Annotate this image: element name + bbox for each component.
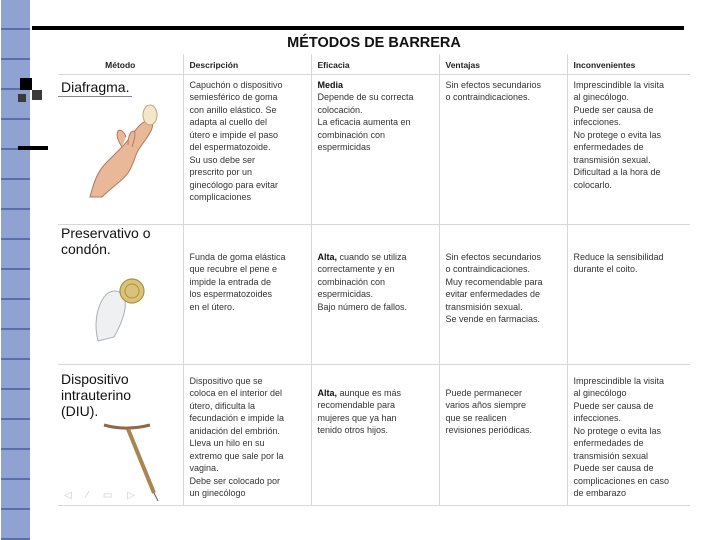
decorative-square — [32, 90, 42, 100]
header-ventajas: Ventajas — [439, 54, 567, 74]
eficacia-cell — [311, 224, 439, 364]
table-row — [58, 74, 690, 224]
header-metodo: Método — [58, 54, 183, 74]
descripcion-cell — [183, 224, 311, 364]
method-cell — [58, 364, 183, 506]
descripcion-cell: Dispositivo que se coloca en el interior del útero, dificulta la fecundación e impide la anidación del embrión. Lleva un hilo en su extremo que sale por la vagina. Debe ser colocado por un ginecólogo — [183, 364, 311, 506]
ventajas-text: Sin efectos secundarios o contraindicaciones. Muy recomendable para evitar enfermedades de transmisión sexual. Se vende en farmacias. — [445, 251, 543, 324]
ventajas-cell — [439, 224, 567, 364]
eficacia-level: Alta, — [317, 251, 338, 262]
decorative-dash — [18, 146, 48, 150]
method-name: Dispositivo intrauterino (DIU). — [61, 370, 132, 419]
table-header-row — [58, 54, 690, 74]
ventajas-cell: Sin efectos secundarios o contraindicaciones. — [439, 74, 567, 224]
table-row — [58, 364, 690, 506]
header-eficacia: Eficacia — [311, 54, 439, 74]
table-row — [58, 224, 690, 364]
eficacia-cell — [311, 74, 439, 224]
eficacia-level: Alta, — [317, 387, 338, 398]
slide-nav-icons: ◁ ⁄ ▭ ▷ — [64, 490, 141, 501]
eficacia-text: Depende de su correcta colocación. La eficacia aumenta en combinación con espermicidas — [317, 92, 414, 152]
inconvenientes-cell: Imprescindible la visita al ginecólogo. Puede ser causa de infecciones. No protege o evita las enfermedades de transmisión sexual. Dificultad a la hora de colocarlo. — [567, 74, 690, 224]
eficacia-text: cuando se utiliza correctamente y en combinación con espermicidas. Bajo número de fallos. — [317, 251, 408, 312]
decorative-square — [18, 94, 26, 102]
ventajas-cell: Puede permanecer varios años siempre que se realicen revisiones periódicas. — [439, 364, 567, 506]
inconvenientes-cell — [567, 224, 690, 364]
descripcion-cell: Capuchón o dispositivo semiesférico de goma con anillo elástico. Se adapta al cuello del útero e impide el paso del espermatozoide. Su uso debe ser prescrito por un ginecólogo para evitar complicaciones — [183, 74, 311, 224]
decorative-square — [20, 78, 32, 90]
header-descripcion: Descripción — [183, 54, 311, 74]
slide-content — [54, 32, 694, 510]
method-name: Preservativo o condón. — [61, 224, 151, 257]
iud-illustration — [98, 421, 168, 501]
top-rule — [32, 26, 684, 30]
descripcion-text: Funda de goma elástica que recubre el pene e impide la entrada de los espermatozoides en el útero. — [189, 251, 286, 312]
eficacia-text: aunque es más recomendable para mujeres que ya han tenido otros hijos. — [317, 387, 402, 435]
slide-title: MÉTODOS DE BARRERA — [287, 35, 461, 51]
diaphragm-hand-illustration — [72, 101, 164, 201]
eficacia-level: Media — [317, 79, 344, 90]
method-cell — [58, 74, 183, 224]
inconvenientes-text: Reduce la sensibilidad durante el coito. — [573, 251, 664, 274]
condom-illustration — [84, 275, 154, 345]
method-cell — [58, 224, 183, 364]
eficacia-cell — [311, 364, 439, 506]
method-name: Diafragma. — [58, 79, 132, 97]
inconvenientes-cell: Imprescindible la visita al ginecólogo Puede ser causa de infecciones. No protege o evita las enfermedades de transmisión sexual Puede ser causa de complicaciones en caso de embarazo — [567, 364, 690, 506]
barrier-methods-table — [58, 54, 690, 506]
header-inconvenientes: Inconvenientes — [567, 54, 690, 74]
